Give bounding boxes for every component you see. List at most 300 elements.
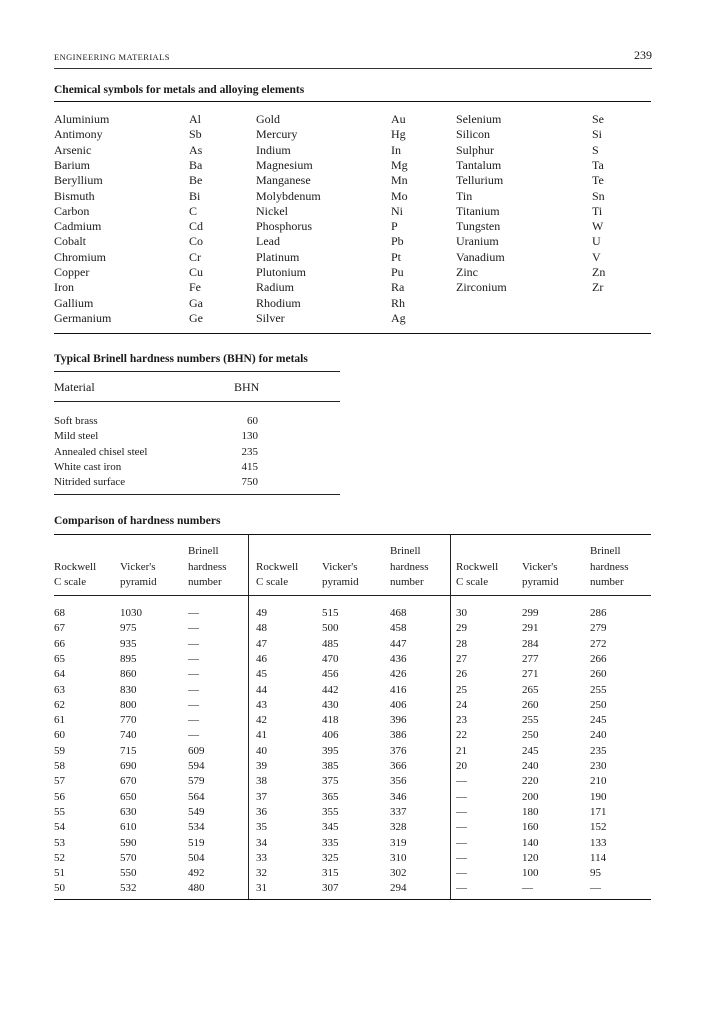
element-name: Radium bbox=[256, 280, 294, 295]
material-name: Mild steel bbox=[54, 430, 99, 443]
hardness-value: 277 bbox=[522, 652, 539, 665]
column-header: Rockwell bbox=[54, 561, 97, 573]
hardness-value: 260 bbox=[590, 668, 607, 681]
hardness-value: 447 bbox=[390, 637, 407, 650]
element-symbol: S bbox=[592, 142, 599, 157]
element-name: Tin bbox=[456, 188, 473, 203]
element-symbol: Ni bbox=[391, 203, 403, 218]
hardness-value: 47 bbox=[256, 637, 267, 650]
hardness-value: 255 bbox=[590, 683, 607, 696]
hardness-value: 35 bbox=[256, 821, 267, 834]
hardness-value: 20 bbox=[456, 760, 467, 772]
element-name: Silver bbox=[256, 310, 285, 325]
element-symbol: As bbox=[189, 142, 203, 157]
hardness-value: 200 bbox=[522, 790, 539, 803]
hardness-value: 29 bbox=[456, 622, 467, 635]
element-symbol: Be bbox=[189, 173, 203, 188]
symbols-top-rule bbox=[54, 101, 651, 102]
hardness-value: 504 bbox=[188, 851, 205, 864]
hardness-value: 299 bbox=[522, 607, 539, 619]
element-name: Germanium bbox=[54, 310, 112, 325]
hardness-value: — bbox=[188, 652, 199, 665]
hardness-value: — bbox=[456, 867, 467, 880]
hardness-value: 220 bbox=[522, 775, 539, 788]
column-header: hardness bbox=[390, 561, 429, 573]
hardness-value: 935 bbox=[120, 637, 137, 650]
element-symbol: Ba bbox=[189, 157, 203, 172]
hardness-value: — bbox=[456, 882, 467, 895]
hardness-value: 376 bbox=[390, 744, 407, 757]
hardness-value: 171 bbox=[590, 805, 607, 818]
hardness-value: 291 bbox=[522, 622, 539, 635]
hardness-value: 42 bbox=[256, 714, 267, 727]
hardness-value: 28 bbox=[456, 637, 467, 650]
element-symbol: Cd bbox=[189, 219, 204, 234]
element-symbol: Mo bbox=[391, 188, 408, 203]
hardness-value: 25 bbox=[456, 683, 467, 696]
element-symbol: Ge bbox=[189, 310, 203, 325]
material-name: Annealed chisel steel bbox=[54, 445, 148, 458]
element-name: Magnesium bbox=[256, 157, 313, 172]
element-name: Phosphorus bbox=[256, 219, 313, 234]
element-name: Indium bbox=[256, 142, 291, 157]
hardness-value: 492 bbox=[188, 867, 205, 880]
element-symbol: Mn bbox=[391, 173, 408, 188]
hardness-value: 271 bbox=[522, 668, 539, 681]
material-bhn: 60 bbox=[247, 415, 258, 427]
hardness-value: 375 bbox=[322, 775, 339, 788]
hardness-value: — bbox=[188, 622, 199, 635]
column-header: number bbox=[390, 576, 424, 588]
hardness-value: 442 bbox=[322, 683, 339, 696]
comparison-bottom-rule bbox=[54, 899, 651, 900]
column-header: Vicker's bbox=[322, 561, 358, 573]
hardness-value: 152 bbox=[590, 821, 607, 834]
element-name: Silicon bbox=[456, 127, 491, 142]
hardness-value: 140 bbox=[522, 836, 539, 849]
comparison-divider-2 bbox=[450, 534, 451, 900]
brinell-header-rule bbox=[54, 401, 340, 402]
hardness-value: — bbox=[590, 882, 601, 895]
element-name: Carbon bbox=[54, 203, 90, 218]
hardness-value: 345 bbox=[322, 821, 339, 834]
page-number: 239 bbox=[634, 48, 652, 62]
material-name: Soft brass bbox=[54, 415, 98, 427]
hardness-value: 65 bbox=[54, 652, 65, 665]
hardness-value: 426 bbox=[390, 668, 407, 681]
element-symbol: P bbox=[391, 219, 398, 234]
hardness-value: — bbox=[456, 821, 467, 834]
hardness-value: 23 bbox=[456, 714, 467, 727]
element-symbol: Si bbox=[592, 127, 603, 142]
column-header: pyramid bbox=[120, 576, 157, 588]
hardness-value: 58 bbox=[54, 760, 65, 772]
hardness-value: 315 bbox=[322, 867, 339, 880]
element-name: Chromium bbox=[54, 249, 107, 264]
material-bhn: 130 bbox=[241, 430, 258, 443]
hardness-value: 120 bbox=[522, 851, 539, 864]
column-header: Brinell bbox=[590, 545, 621, 557]
hardness-value: 22 bbox=[456, 729, 467, 742]
column-header: Brinell bbox=[188, 545, 219, 557]
hardness-value: 240 bbox=[590, 729, 607, 742]
hardness-value: 630 bbox=[120, 805, 137, 818]
hardness-value: 114 bbox=[590, 851, 607, 864]
hardness-value: 830 bbox=[120, 683, 137, 696]
element-symbol: Pu bbox=[391, 265, 404, 279]
material-name: Nitrided surface bbox=[54, 476, 126, 489]
hardness-value: 37 bbox=[256, 790, 267, 803]
hardness-value: 57 bbox=[54, 775, 65, 788]
hardness-value: 860 bbox=[120, 668, 137, 681]
element-name: Lead bbox=[256, 234, 280, 249]
element-symbol: Hg bbox=[391, 127, 406, 142]
hardness-value: 485 bbox=[322, 637, 339, 650]
hardness-value: 41 bbox=[256, 729, 267, 742]
element-name: Antimony bbox=[54, 127, 103, 142]
element-symbol: Cr bbox=[189, 249, 201, 264]
hardness-value: 406 bbox=[390, 698, 407, 711]
element-name: Zinc bbox=[456, 265, 478, 279]
hardness-value: 50 bbox=[54, 882, 65, 895]
brinell-col-bhn: BHN bbox=[234, 380, 260, 394]
hardness-value: 328 bbox=[390, 821, 407, 834]
hardness-value: 255 bbox=[522, 714, 539, 727]
hardness-value: 32 bbox=[256, 867, 267, 880]
element-symbol: Bi bbox=[189, 188, 201, 203]
hardness-value: 670 bbox=[120, 775, 137, 788]
hardness-value: 95 bbox=[590, 867, 601, 880]
hardness-value: 480 bbox=[188, 882, 205, 895]
element-symbol: W bbox=[592, 219, 604, 234]
running-header bbox=[54, 40, 652, 69]
hardness-value: 67 bbox=[54, 622, 65, 635]
element-symbol: U bbox=[592, 234, 601, 249]
hardness-value: 430 bbox=[322, 698, 339, 711]
element-name: Mercury bbox=[256, 127, 298, 142]
hardness-value: 319 bbox=[390, 836, 407, 849]
hardness-value: 55 bbox=[54, 805, 65, 818]
column-header: number bbox=[590, 576, 624, 588]
hardness-value: 49 bbox=[256, 607, 267, 619]
symbols-bottom-rule bbox=[54, 333, 651, 334]
hardness-value: 190 bbox=[590, 790, 607, 803]
hardness-value: 690 bbox=[120, 760, 137, 772]
element-name: Gold bbox=[256, 112, 280, 126]
hardness-value: 52 bbox=[54, 851, 65, 864]
element-name: Barium bbox=[54, 157, 90, 172]
hardness-value: 396 bbox=[390, 714, 407, 727]
hardness-value: 286 bbox=[590, 607, 607, 619]
hardness-value: 36 bbox=[256, 805, 267, 818]
hardness-value: — bbox=[456, 851, 467, 864]
hardness-value: — bbox=[188, 637, 199, 650]
element-symbol: Pt bbox=[391, 249, 402, 264]
hardness-value: 590 bbox=[120, 836, 137, 849]
hardness-value: — bbox=[456, 790, 467, 803]
element-symbol: Ta bbox=[592, 157, 604, 172]
element-symbol: In bbox=[391, 142, 401, 157]
hardness-value: 715 bbox=[120, 744, 137, 757]
hardness-value: 51 bbox=[54, 867, 65, 880]
hardness-value: 210 bbox=[590, 775, 607, 788]
hardness-value: 250 bbox=[522, 729, 539, 742]
hardness-value: 279 bbox=[590, 622, 607, 635]
hardness-value: 27 bbox=[456, 652, 467, 665]
hardness-value: 550 bbox=[120, 867, 137, 880]
column-header: hardness bbox=[590, 561, 629, 573]
element-symbol: Se bbox=[592, 112, 604, 126]
running-title: ENGINEERING MATERIALS bbox=[54, 52, 170, 62]
element-name: Rhodium bbox=[256, 295, 301, 310]
element-symbol: C bbox=[189, 203, 198, 218]
hardness-value: 356 bbox=[390, 775, 407, 788]
hardness-value: 54 bbox=[54, 821, 65, 834]
hardness-value: 500 bbox=[322, 622, 339, 635]
hardness-value: 458 bbox=[390, 622, 407, 635]
hardness-value: 418 bbox=[322, 714, 339, 727]
hardness-value: 800 bbox=[120, 698, 137, 711]
hardness-value: 63 bbox=[54, 683, 65, 696]
element-name: Cadmium bbox=[54, 219, 102, 234]
column-header: pyramid bbox=[522, 576, 559, 588]
material-bhn: 235 bbox=[241, 445, 258, 458]
column-header: Brinell bbox=[390, 545, 421, 557]
element-name: Platinum bbox=[256, 249, 300, 264]
hardness-value: 133 bbox=[590, 836, 607, 849]
hardness-value: 310 bbox=[390, 851, 407, 864]
column-header: pyramid bbox=[322, 576, 359, 588]
hardness-value: 365 bbox=[322, 790, 339, 803]
element-symbol: Zn bbox=[592, 265, 606, 279]
hardness-value: 570 bbox=[120, 851, 137, 864]
hardness-value: 100 bbox=[522, 867, 539, 880]
hardness-value: 64 bbox=[54, 668, 65, 681]
hardness-value: 48 bbox=[256, 622, 267, 635]
element-symbol: Pb bbox=[391, 234, 404, 249]
element-name: Plutonium bbox=[256, 265, 307, 279]
brinell-top-rule bbox=[54, 371, 340, 372]
hardness-value: 650 bbox=[120, 790, 137, 803]
element-name: Cobalt bbox=[54, 234, 86, 249]
hardness-value: 579 bbox=[188, 775, 205, 788]
element-name: Arsenic bbox=[54, 142, 92, 157]
hardness-value: 46 bbox=[256, 652, 267, 665]
hardness-value: 564 bbox=[188, 790, 205, 803]
hardness-value: 406 bbox=[322, 729, 339, 742]
column-header: C scale bbox=[54, 576, 87, 588]
brinell-col-material: Material bbox=[54, 380, 95, 394]
hardness-value: 385 bbox=[322, 760, 339, 772]
element-symbol: Ti bbox=[592, 203, 603, 218]
hardness-value: — bbox=[188, 683, 199, 696]
column-header: number bbox=[188, 576, 222, 588]
column-header: Vicker's bbox=[120, 561, 156, 573]
hardness-value: 355 bbox=[322, 805, 339, 818]
hardness-value: 549 bbox=[188, 805, 205, 818]
hardness-value: 395 bbox=[322, 744, 339, 757]
element-name: Iron bbox=[54, 280, 74, 295]
material-bhn: 415 bbox=[241, 460, 258, 473]
hardness-value: 468 bbox=[390, 607, 407, 619]
hardness-value: 335 bbox=[322, 836, 339, 849]
column-header: Rockwell bbox=[256, 561, 299, 573]
hardness-value: 34 bbox=[256, 836, 267, 849]
element-symbol: Ag bbox=[391, 310, 406, 325]
hardness-value: 39 bbox=[256, 760, 267, 772]
element-name: Selenium bbox=[456, 112, 502, 126]
hardness-value: 44 bbox=[256, 683, 267, 696]
hardness-value: 60 bbox=[54, 729, 65, 742]
hardness-value: 245 bbox=[590, 714, 607, 727]
hardness-value: 515 bbox=[322, 607, 339, 619]
hardness-value: 240 bbox=[522, 760, 539, 772]
hardness-value: — bbox=[188, 714, 199, 727]
hardness-value: 519 bbox=[188, 836, 205, 849]
hardness-value: 366 bbox=[390, 760, 407, 772]
hardness-value: 770 bbox=[120, 714, 137, 727]
brinell-bottom-rule bbox=[54, 494, 340, 495]
element-name: Titanium bbox=[456, 203, 500, 218]
hardness-value: 346 bbox=[390, 790, 407, 803]
hardness-value: 294 bbox=[390, 882, 407, 895]
column-header: hardness bbox=[188, 561, 227, 573]
hardness-value: 26 bbox=[456, 668, 467, 681]
element-name: Sulphur bbox=[456, 142, 495, 157]
hardness-value: 895 bbox=[120, 652, 137, 665]
element-symbol: Te bbox=[592, 173, 604, 188]
hardness-value: — bbox=[456, 805, 467, 818]
element-symbol: Cu bbox=[189, 265, 204, 279]
hardness-value: 436 bbox=[390, 652, 407, 665]
hardness-value: 532 bbox=[120, 882, 137, 895]
hardness-value: 21 bbox=[456, 744, 467, 757]
element-symbol: Sb bbox=[189, 127, 202, 142]
hardness-value: — bbox=[188, 607, 199, 619]
element-name: Copper bbox=[54, 265, 90, 279]
comparison-title: Comparison of hardness numbers bbox=[54, 515, 221, 527]
hardness-value: 307 bbox=[322, 882, 339, 895]
hardness-value: 31 bbox=[256, 882, 267, 895]
hardness-value: 180 bbox=[522, 805, 539, 818]
hardness-value: 284 bbox=[522, 637, 539, 650]
hardness-value: 38 bbox=[256, 775, 267, 788]
hardness-value: 456 bbox=[322, 668, 339, 681]
element-name: Tungsten bbox=[456, 219, 501, 234]
hardness-value: — bbox=[188, 668, 199, 681]
hardness-value: 68 bbox=[54, 607, 65, 619]
hardness-value: 56 bbox=[54, 790, 65, 803]
element-name: Gallium bbox=[54, 295, 94, 310]
material-name: White cast iron bbox=[54, 460, 122, 473]
element-symbol: Ra bbox=[391, 280, 405, 295]
hardness-value: 59 bbox=[54, 744, 65, 757]
element-symbol: Ga bbox=[189, 295, 203, 310]
hardness-value: 534 bbox=[188, 821, 205, 834]
element-name: Tellurium bbox=[456, 173, 504, 188]
column-header: Rockwell bbox=[456, 561, 499, 573]
hardness-value: 337 bbox=[390, 805, 407, 818]
hardness-value: — bbox=[188, 729, 199, 742]
element-symbol: Al bbox=[189, 112, 201, 126]
hardness-value: 24 bbox=[456, 698, 467, 711]
hardness-value: 470 bbox=[322, 652, 339, 665]
column-header: C scale bbox=[256, 576, 289, 588]
element-name: Aluminium bbox=[54, 112, 110, 126]
hardness-value: 266 bbox=[590, 652, 607, 665]
hardness-value: 160 bbox=[522, 821, 539, 834]
hardness-value: 265 bbox=[522, 683, 539, 696]
element-symbol: Rh bbox=[391, 295, 406, 310]
hardness-value: 235 bbox=[590, 744, 607, 757]
hardness-value: 30 bbox=[456, 607, 467, 619]
element-name: Nickel bbox=[256, 203, 288, 218]
element-name: Zirconium bbox=[456, 280, 507, 295]
hardness-value: 250 bbox=[590, 698, 607, 711]
hardness-value: — bbox=[522, 882, 533, 895]
hardness-value: 740 bbox=[120, 729, 137, 742]
hardness-value: 62 bbox=[54, 698, 65, 711]
hardness-value: 66 bbox=[54, 637, 65, 650]
element-symbol: Au bbox=[391, 112, 406, 126]
element-name: Manganese bbox=[256, 173, 311, 188]
hardness-value: 594 bbox=[188, 760, 205, 772]
hardness-value: 43 bbox=[256, 698, 267, 711]
element-symbol: Mg bbox=[391, 157, 408, 172]
hardness-value: 325 bbox=[322, 851, 339, 864]
element-name: Bismuth bbox=[54, 188, 95, 203]
element-symbol: Co bbox=[189, 234, 204, 249]
hardness-value: 1030 bbox=[120, 607, 142, 619]
element-symbol: Fe bbox=[189, 280, 201, 295]
hardness-value: 302 bbox=[390, 867, 407, 880]
hardness-value: 33 bbox=[256, 851, 267, 864]
hardness-value: 45 bbox=[256, 668, 267, 681]
material-bhn: 750 bbox=[241, 476, 258, 489]
comparison-divider-1 bbox=[248, 534, 249, 900]
element-symbol: Zr bbox=[592, 280, 604, 295]
element-name: Tantalum bbox=[456, 157, 502, 172]
hardness-value: — bbox=[456, 836, 467, 849]
hardness-value: 260 bbox=[522, 698, 539, 711]
element-symbol: V bbox=[592, 249, 601, 264]
comparison-header-rule bbox=[54, 595, 651, 596]
column-header: Vicker's bbox=[522, 561, 558, 573]
hardness-value: 272 bbox=[590, 637, 607, 650]
hardness-value: — bbox=[456, 775, 467, 788]
hardness-value: 53 bbox=[54, 836, 65, 849]
element-name: Uranium bbox=[456, 234, 499, 249]
hardness-value: — bbox=[188, 698, 199, 711]
comparison-top-rule bbox=[54, 534, 651, 535]
hardness-value: 609 bbox=[188, 744, 205, 757]
brinell-title: Typical Brinell hardness numbers (BHN) for metals bbox=[54, 353, 308, 365]
hardness-value: 975 bbox=[120, 622, 137, 635]
hardness-value: 40 bbox=[256, 744, 267, 757]
element-name: Vanadium bbox=[456, 249, 505, 264]
element-name: Beryllium bbox=[54, 173, 103, 188]
hardness-value: 245 bbox=[522, 744, 539, 757]
hardness-value: 416 bbox=[390, 683, 407, 696]
hardness-value: 386 bbox=[390, 729, 407, 742]
element-symbol: Sn bbox=[592, 188, 605, 203]
hardness-value: 61 bbox=[54, 714, 65, 727]
symbols-title: Chemical symbols for metals and alloying elements bbox=[54, 84, 305, 96]
column-header: C scale bbox=[456, 576, 489, 588]
hardness-value: 610 bbox=[120, 821, 137, 834]
element-name: Molybdenum bbox=[256, 188, 321, 203]
hardness-value: 230 bbox=[590, 760, 607, 772]
